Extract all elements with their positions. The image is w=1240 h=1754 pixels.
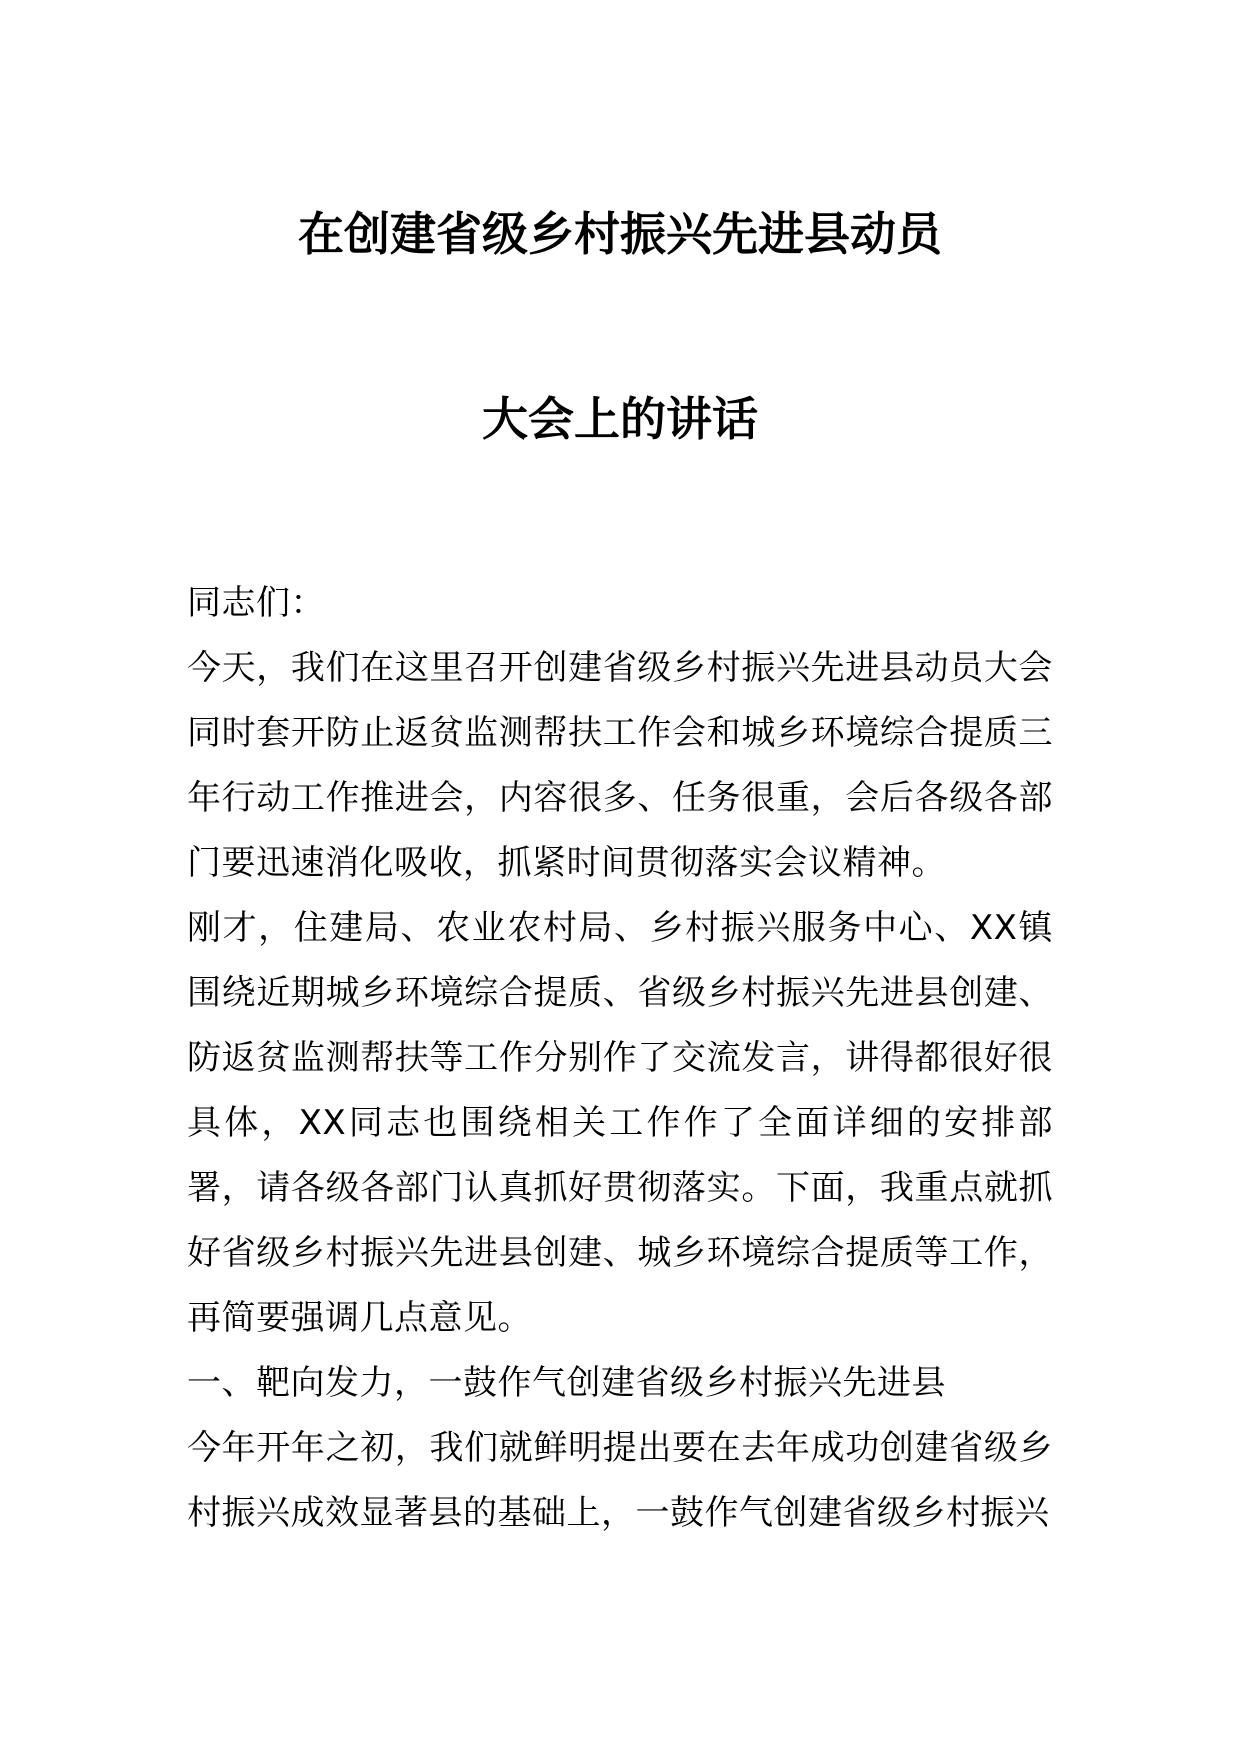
salutation: 同志们： <box>187 583 325 623</box>
document-title-line-2: 大会上的讲话 <box>482 392 758 446</box>
paragraph-opening: 今天，我们在这里召开创建省级乡村振兴先进县动员大会同时套开防止返贫监测帮扶工作会和城乡环境综合提质三年行动工作推进会，内容很多、任务很重，会后各级各部门要迅速消化吸收，抓紧时间贯彻落实会议精神。 <box>187 648 1053 883</box>
paragraph-summary: 刚才，住建局、农业农村局、乡村振兴服务中心、XX镇围绕近期城乡环境综合提质、省级乡村振兴先进县创建、防返贫监测帮扶等工作分别作了交流发言，讲得都很好很具体，XX同志也围绕相关工作作了全面详细的安排部署，请各级各部门认真抓好贯彻落实。下面，我重点就抓好省级乡村振兴先进县创建、城乡环境综合提质等工作，再简要强调几点意见。 <box>187 908 1053 1338</box>
document-body <box>187 571 1053 1546</box>
section-heading: 一、靶向发力，一鼓作气创建省级乡村振兴先进县 <box>187 1363 946 1403</box>
document-title-line-1: 在创建省级乡村振兴先进县动员 <box>298 207 942 261</box>
section-paragraph: 今年开年之初，我们就鲜明提出要在去年成功创建省级乡村振兴成效显著县的基础上，一鼓作气创建省级乡村振兴 <box>187 1428 1053 1533</box>
